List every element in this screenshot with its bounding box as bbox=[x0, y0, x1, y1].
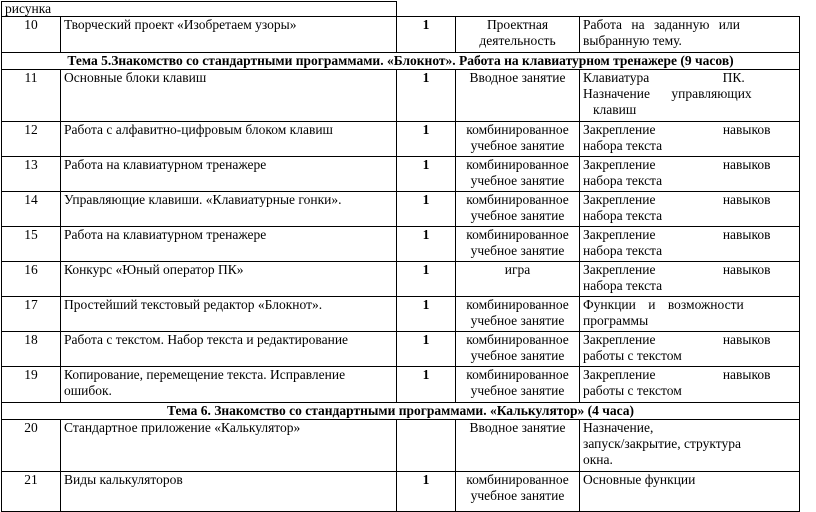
lesson-number: 18 bbox=[2, 332, 61, 367]
lesson-hours: 1 bbox=[397, 367, 456, 403]
lesson-result: Закрепление навыков набора текста bbox=[580, 122, 800, 157]
lesson-hours: 1 bbox=[397, 192, 456, 227]
table-row bbox=[2, 70, 800, 122]
lesson-type: комбинированное учебное занятие bbox=[456, 157, 580, 192]
table-row bbox=[2, 227, 800, 262]
lesson-hours: 1 bbox=[397, 17, 456, 53]
lesson-hours: 1 bbox=[397, 157, 456, 192]
lesson-hours: 1 bbox=[397, 332, 456, 367]
lesson-hours: 1 bbox=[397, 70, 456, 122]
lesson-result: Закрепление навыков набора текста bbox=[580, 227, 800, 262]
section-row bbox=[2, 403, 800, 420]
fragment-cell: рисунка bbox=[2, 2, 397, 17]
lesson-number: 17 bbox=[2, 297, 61, 332]
lesson-type: Проектная деятельность bbox=[456, 17, 580, 53]
lesson-number: 20 bbox=[2, 420, 61, 472]
lesson-topic: Виды калькуляторов bbox=[61, 472, 397, 512]
table-row bbox=[2, 262, 800, 297]
lesson-number: 16 bbox=[2, 262, 61, 297]
lesson-result: Функции и возможности программы bbox=[580, 297, 800, 332]
lesson-topic: Простейший текстовый редактор «Блокнот». bbox=[61, 297, 397, 332]
lesson-result: Работа на заданную или выбранную тему. bbox=[580, 17, 800, 53]
lesson-hours: 1 bbox=[397, 472, 456, 512]
lesson-hours: 1 bbox=[397, 262, 456, 297]
lesson-type: Вводное занятие bbox=[456, 70, 580, 122]
section-title: Тема 5.Знакомство со стандартными программами. «Блокнот». Работа на клавиатурном тренажере (9 часов) bbox=[2, 53, 800, 70]
table-row bbox=[2, 367, 800, 403]
lesson-hours: 1 bbox=[397, 122, 456, 157]
lesson-number: 12 bbox=[2, 122, 61, 157]
table-row bbox=[2, 420, 800, 472]
table-row bbox=[2, 2, 800, 17]
section-title: Тема 6. Знакомство со стандартными программами. «Калькулятор» (4 часа) bbox=[2, 403, 800, 420]
lesson-type: игра bbox=[456, 262, 580, 297]
lesson-result: Назначение, запуск/закрытие, структура окна. bbox=[580, 420, 800, 472]
lesson-topic: Копирование, перемещение текста. Исправление ошибок. bbox=[61, 367, 397, 403]
table-row bbox=[2, 192, 800, 227]
lesson-number: 21 bbox=[2, 472, 61, 512]
lesson-type: комбинированное учебное занятие bbox=[456, 227, 580, 262]
lesson-result: Закрепление навыков набора текста bbox=[580, 262, 800, 297]
lesson-topic: Работа на клавиатурном тренажере bbox=[61, 227, 397, 262]
lesson-type: комбинированное учебное занятие bbox=[456, 332, 580, 367]
lesson-topic: Управляющие клавиши. «Клавиатурные гонки». bbox=[61, 192, 397, 227]
lesson-type: комбинированное учебное занятие bbox=[456, 297, 580, 332]
lesson-result: Закрепление навыков набора текста bbox=[580, 192, 800, 227]
lesson-hours bbox=[397, 420, 456, 472]
lesson-number: 15 bbox=[2, 227, 61, 262]
lesson-hours: 1 bbox=[397, 297, 456, 332]
lesson-topic: Работа на клавиатурном тренажере bbox=[61, 157, 397, 192]
lesson-topic: Конкурс «Юный оператор ПК» bbox=[61, 262, 397, 297]
lesson-result: Закрепление навыков работы с текстом bbox=[580, 332, 800, 367]
lesson-result: Клавиатура ПК. Назначение управляющих клавиш bbox=[580, 70, 800, 122]
table-row bbox=[2, 157, 800, 192]
lesson-hours: 1 bbox=[397, 227, 456, 262]
table-row bbox=[2, 17, 800, 53]
lesson-type: Вводное занятие bbox=[456, 420, 580, 472]
section-row bbox=[2, 53, 800, 70]
lesson-topic: Стандартное приложение «Калькулятор» bbox=[61, 420, 397, 472]
lesson-number: 14 bbox=[2, 192, 61, 227]
lesson-number: 11 bbox=[2, 70, 61, 122]
lesson-number: 10 bbox=[2, 17, 61, 53]
lesson-result: Основные функции bbox=[580, 472, 800, 512]
lesson-type: комбинированное учебное занятие bbox=[456, 472, 580, 512]
lesson-topic: Основные блоки клавиш bbox=[61, 70, 397, 122]
lesson-topic: Работа с алфавитно-цифровым блоком клавиш bbox=[61, 122, 397, 157]
lesson-type: комбинированное учебное занятие bbox=[456, 192, 580, 227]
lesson-number: 19 bbox=[2, 367, 61, 403]
table-row bbox=[2, 122, 800, 157]
table-row bbox=[2, 297, 800, 332]
thematic-plan-table bbox=[1, 1, 800, 512]
lesson-result: Закрепление навыков набора текста bbox=[580, 157, 800, 192]
lesson-topic: Творческий проект «Изобретаем узоры» bbox=[61, 17, 397, 53]
lesson-topic: Работа с текстом. Набор текста и редактирование bbox=[61, 332, 397, 367]
lesson-type: комбинированное учебное занятие bbox=[456, 367, 580, 403]
lesson-type: комбинированное учебное занятие bbox=[456, 122, 580, 157]
lesson-result: Закрепление навыков работы с текстом bbox=[580, 367, 800, 403]
table-row bbox=[2, 332, 800, 367]
lesson-number: 13 bbox=[2, 157, 61, 192]
